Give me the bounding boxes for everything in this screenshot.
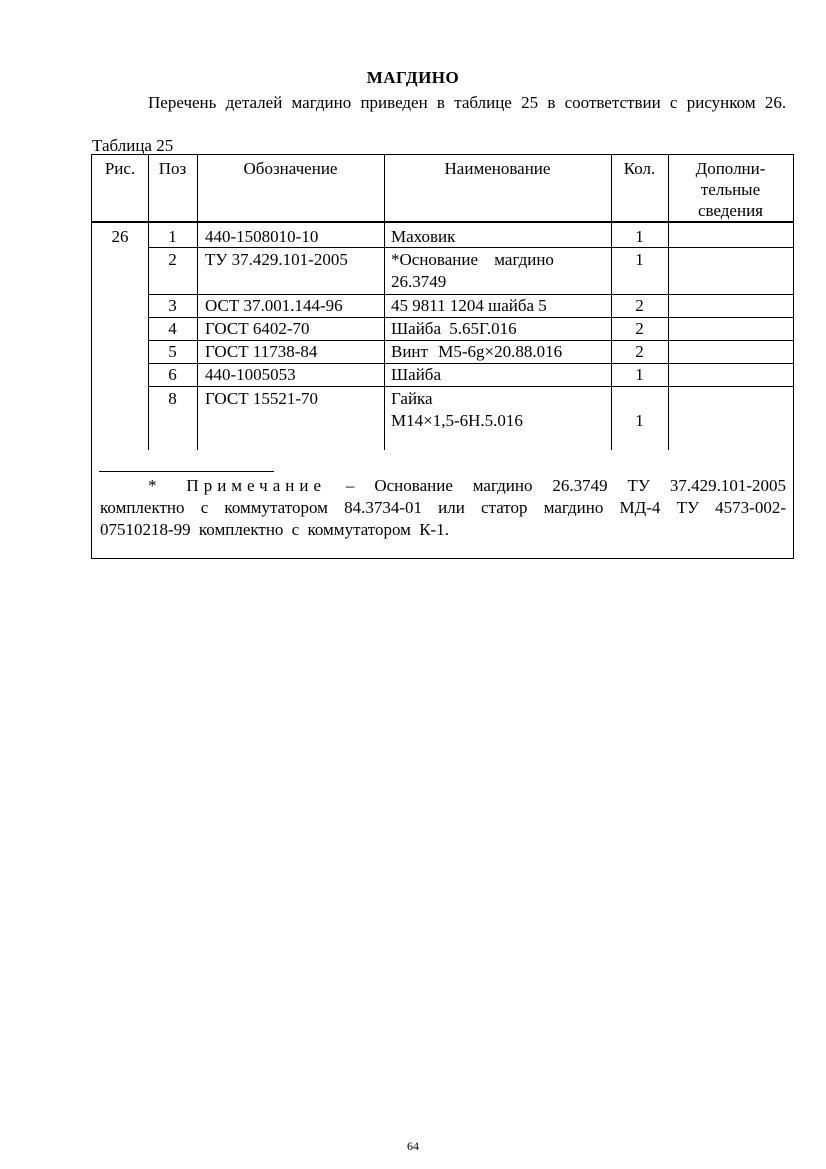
header-designation: Обозначение [243, 159, 338, 178]
row-7-qty: 1 [635, 411, 644, 430]
row-7-name-cont: М14×1,5-6Н.5.016 [391, 411, 523, 430]
row-6-name: Шайба [391, 365, 441, 384]
row-rule [148, 317, 793, 318]
row-5-designation: ГОСТ 11738-84 [205, 342, 318, 361]
page-title: МАГДИНО [366, 68, 460, 87]
row-rule [148, 247, 793, 248]
header-extra-line1: Дополни- [695, 159, 766, 178]
intro-text: Перечень деталей магдино приведен в таблице 25 в соответствии с рисунком 26. [148, 93, 787, 112]
row-4-qty: 2 [635, 319, 644, 338]
row-7-designation: ГОСТ 15521-70 [205, 389, 319, 408]
parts-table [91, 154, 794, 559]
figure-number: 26 [111, 227, 129, 246]
row-7-name: Гайка [391, 389, 433, 408]
page-number: 64 [407, 1139, 419, 1153]
row-2-name: *Основание магдино [391, 250, 554, 269]
note-text: Основание магдино 26.3749 ТУ 37.429.101-2005 комплектно с коммутатором 84.3734-01 или статор магдино МД-4 ТУ 4573-002-07510218-99 комплектно с коммутатором К-1. [100, 476, 787, 539]
header-name: Наименование [444, 159, 551, 178]
header-qty: Кол. [623, 159, 656, 178]
row-3-designation: ОСТ 37.001.144-96 [205, 296, 343, 315]
header-extra-line2: тельные [700, 180, 761, 199]
row-7-pos: 8 [168, 389, 177, 408]
note-marker: * Примечание [148, 476, 327, 495]
intro-paragraph [92, 92, 788, 114]
row-1-name: Маховик [391, 227, 456, 246]
row-5-qty: 2 [635, 342, 644, 361]
row-5-pos: 5 [168, 342, 177, 361]
row-rule [148, 386, 793, 387]
footnote-rule [99, 471, 274, 472]
row-5-name: Винт М5-6g×20.88.016 [391, 342, 563, 361]
row-2-qty: 1 [635, 250, 644, 269]
row-6-qty: 1 [635, 365, 644, 384]
row-3-pos: 3 [168, 296, 177, 315]
row-2-designation: ТУ 37.429.101-2005 [205, 250, 348, 269]
row-3-name: 45 9811 1204 шайба 5 [391, 296, 547, 315]
row-1-qty: 1 [635, 227, 644, 246]
row-rule [148, 294, 793, 295]
header-pos: Поз [158, 159, 187, 178]
row-6-designation: 440-1005053 [205, 365, 296, 384]
row-1-pos: 1 [168, 227, 177, 246]
row-2-name-cont: 26.3749 [391, 272, 447, 291]
row-rule [148, 340, 793, 341]
footnote [100, 475, 786, 541]
table-caption: Таблица 25 [92, 136, 174, 155]
header-extra-line3: сведения [697, 201, 763, 220]
row-1-designation: 440-1508010-10 [205, 227, 319, 246]
note-dash: – [326, 476, 375, 495]
row-4-pos: 4 [168, 319, 177, 338]
row-6-pos: 6 [168, 365, 177, 384]
header-rule [92, 221, 793, 223]
row-3-qty: 2 [635, 296, 644, 315]
row-2-pos: 2 [168, 250, 177, 269]
col-divider [197, 155, 198, 450]
col-divider [384, 155, 385, 450]
header-fig: Рис. [104, 159, 136, 178]
row-rule [148, 363, 793, 364]
row-4-name: Шайба 5.65Г.016 [391, 319, 517, 338]
row-4-designation: ГОСТ 6402-70 [205, 319, 310, 338]
